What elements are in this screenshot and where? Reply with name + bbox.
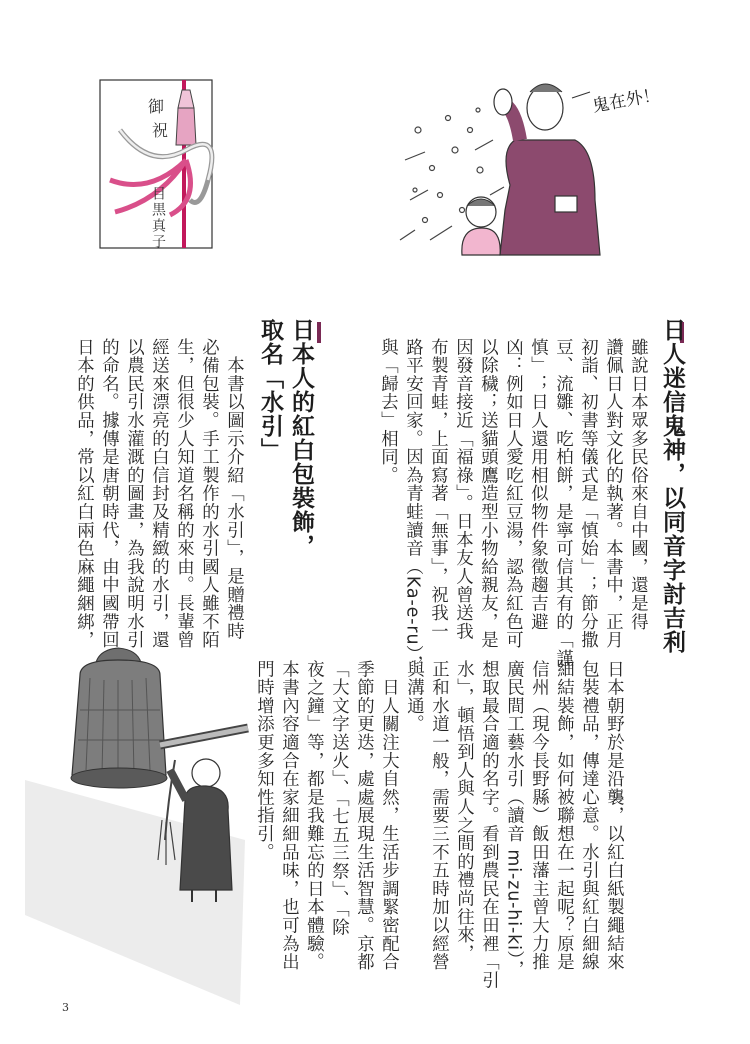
speech-text: 鬼在外！: [590, 85, 662, 117]
section2-line-7: 日本的供品，常以紅白兩色麻繩綑綁，: [73, 338, 94, 650]
section2-line-2: 必備包裝。手工製作的水引國人雖不陌: [198, 338, 219, 650]
section1-line-4: 豆、流雛、吃柏餅，是寧可信其有的「謹: [552, 338, 573, 668]
section1-line-6: 凶：例如日人愛吃紅豆湯，認為紅色可: [502, 338, 523, 650]
section1-heading: 日人迷信鬼神，以同音字討吉利: [659, 318, 685, 654]
section3-line-5: 廣民間工藝水引（讀音 mi-zu-hi-ki），: [503, 660, 524, 979]
section3-line-10: 日人關注大自然，生活步調緊密配合: [378, 660, 399, 972]
section2-heading-line2: 取名「水引」: [257, 318, 283, 462]
section1-line-11: 與「歸去」相同。: [377, 338, 398, 485]
section1-line-1: 雖說日本眾多民俗來自中國，還是得: [627, 338, 648, 631]
section3-line-2: 包裝禮品，傳達心意。水引與紅白細線: [578, 660, 599, 972]
section1-line-8: 因發音接近「福祿」。日本友人曾送我: [452, 338, 473, 641]
section3-line-3: 細結裝飾，如何被聯想在一起呢？原是: [553, 660, 574, 972]
section3-line-1: 日本朝野於是沿襲，以紅白紙製繩結來: [603, 660, 624, 972]
section3-line-9: 與溝通。: [403, 660, 424, 734]
envelope-text-mid: 祝: [152, 121, 169, 140]
section2-heading-line1: 日本人的紅白包裝飾，: [288, 318, 314, 558]
page-number: 3: [62, 1001, 69, 1014]
section3-line-14: 本書內容適合在家細細品味，也可為出: [278, 660, 299, 972]
section3-line-6: 想取最合適的名字。看到農民在田裡「引: [478, 660, 499, 990]
section2-line-1: 本書以圖示介紹「水引」，是贈禮時: [223, 338, 244, 641]
section1-line-2: 讚佩日人對文化的執著。本書中，正月: [602, 338, 623, 650]
section1-line-9: 布製青蛙，上面寫著「無事」，祝我一: [427, 338, 448, 641]
section3-line-4: 信州（現今長野縣）飯田藩主曾大力推: [528, 660, 549, 972]
section3-line-13: 夜之鐘」等，都是我難忘的日本體驗。: [303, 660, 324, 972]
section2-line-4: 經送來漂亮的白信封及精緻的水引，還: [148, 338, 169, 650]
envelope-text-top: 御: [148, 97, 165, 116]
section3-line-12: 「大文字送火」、「七五三祭」、「除: [328, 660, 349, 937]
section3-line-11: 季節的更迭，處處展現生活智慧。京都: [353, 660, 374, 972]
section1-line-5: 慎」；日人還用相似物件象徵趨吉避: [527, 338, 548, 631]
envelope-signature: 目黒真子: [150, 186, 166, 250]
section2-line-3: 生，但很少人知道名稱的來由。長輩曾: [173, 338, 194, 650]
section3-line-8: 正和水道一般，需要三不五時加以經營: [428, 660, 449, 972]
section1-line-7: 以除穢；送貓頭鷹造型小物給親友，是: [477, 338, 498, 650]
section2-line-5: 以農民引水灌溉的圖畫，為我說明水引: [123, 338, 144, 650]
section3-line-15: 門時增添更多知性指引。: [253, 660, 274, 862]
section2-line-6: 的命名。據傳是唐朝時代，由中國帶回: [98, 338, 119, 650]
section1-line-10: 路平安回家。因為青蛙讀音（Ka-e-ru），: [402, 338, 423, 674]
section1-line-3: 初詣、初書等儀式是「慎始」；節分撒: [577, 338, 598, 650]
section3-line-7: 水」，頓悟到人與人之間的禮尚往來，: [453, 660, 474, 963]
